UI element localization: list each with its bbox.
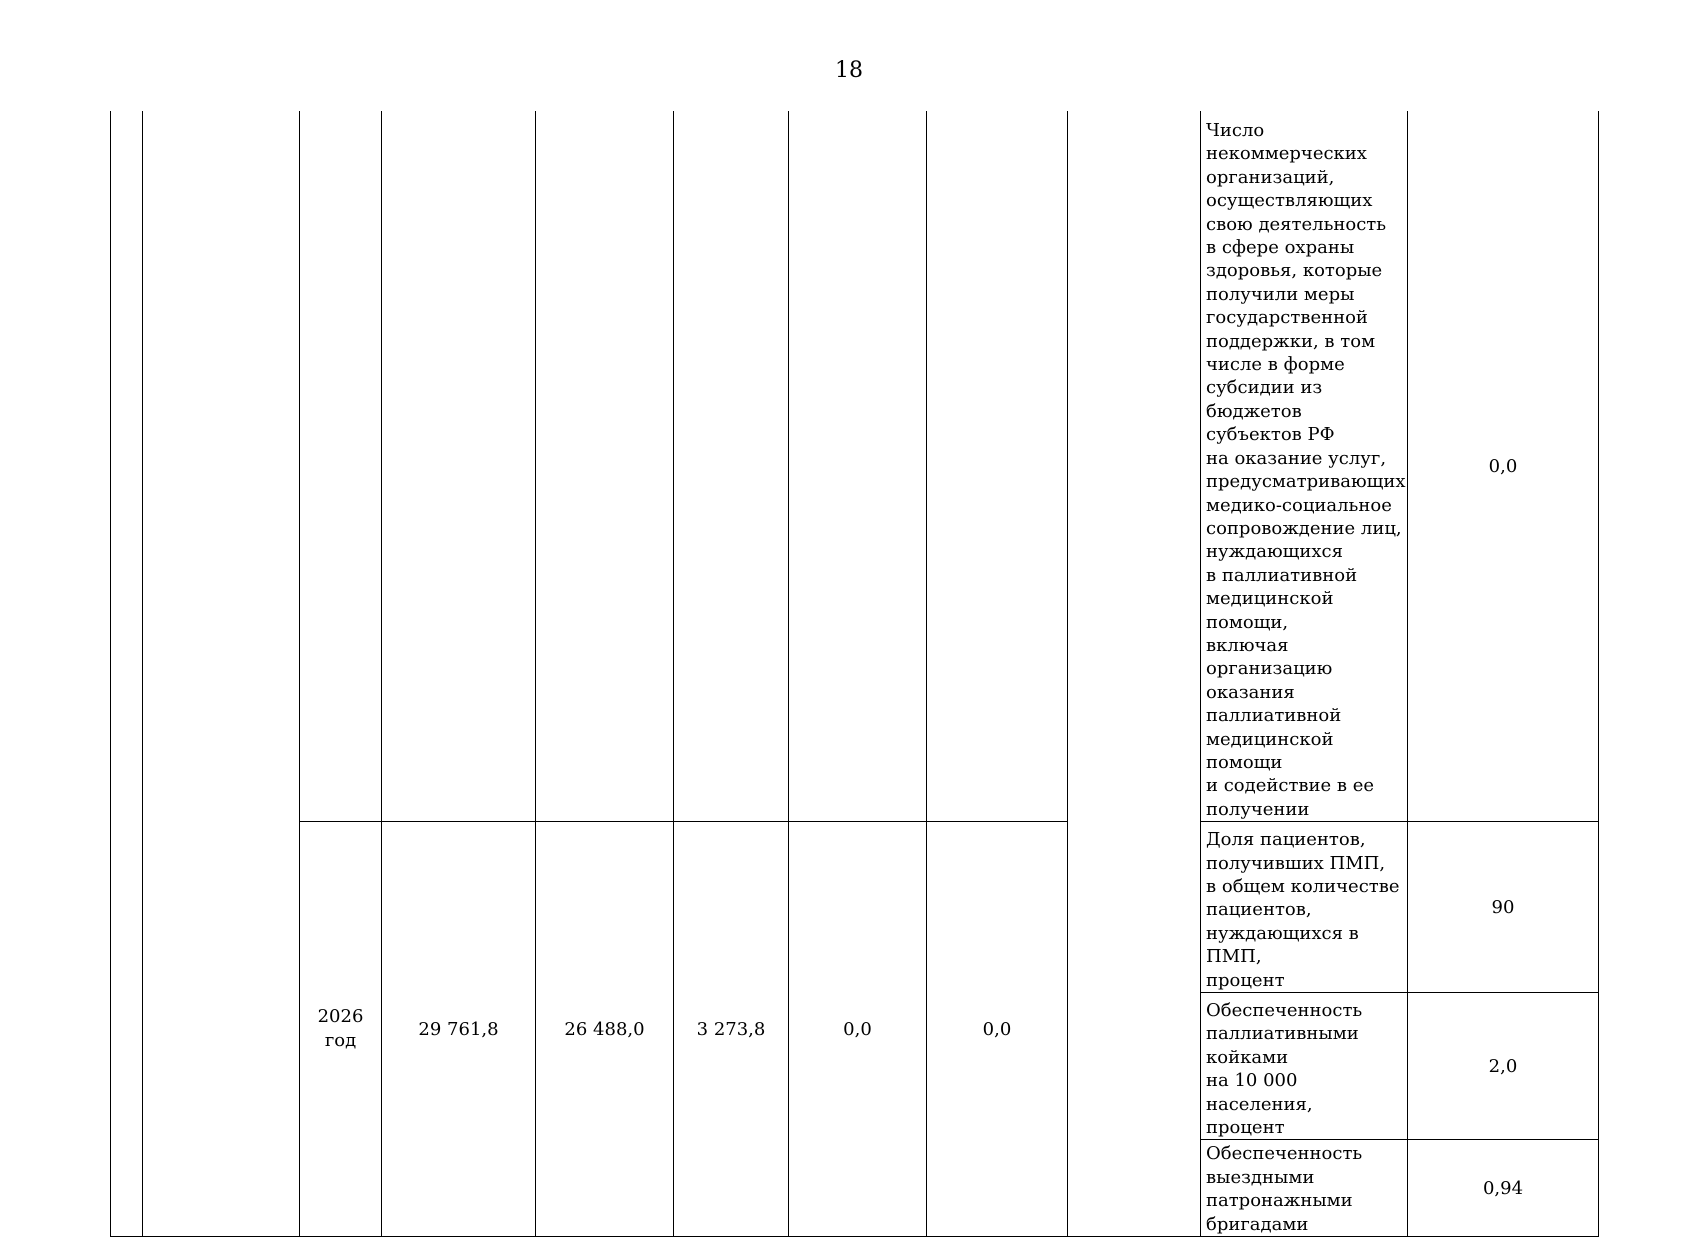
table-row: [111, 822, 1599, 993]
page-number: 18: [835, 58, 863, 83]
empty-cell: [536, 111, 674, 822]
program-table: [110, 111, 1599, 1237]
indicator-value: 90: [1408, 822, 1599, 993]
indicator-value: 0,94: [1408, 1140, 1599, 1237]
indicator-description: Обеспеченность выездными патронажными бригадами: [1201, 1140, 1408, 1237]
indicator-description: Доля пациентов, получивших ПМП, в общем количестве пациентов, нуждающихся в ПМП, процент: [1201, 822, 1408, 993]
federal-amount: 26 488,0: [536, 822, 674, 1237]
indicator-description: Обеспеченность паллиативными койками на 10 000 населения, процент: [1201, 993, 1408, 1140]
indicator-value: 2,0: [1408, 993, 1599, 1140]
empty-cell: [1068, 111, 1201, 1237]
local-amount: 0,0: [789, 822, 927, 1237]
year-cell: 2026 год: [300, 822, 382, 1237]
total-amount: 29 761,8: [382, 822, 536, 1237]
empty-cell: [674, 111, 789, 822]
indicator-description: Число некоммерческих организаций, осуществляющих свою деятельность в сфере охраны здоровья, которые получили меры государственной поддержки, в том числе в форме субсидии из бюджетов субъектов РФ на оказание услуг, предусматривающих медико-социальное сопровождение лиц, нуждающихся в паллиативной медицинской помощи, включая организацию оказания паллиативной медицинской помощи и содействие в ее получении: [1201, 111, 1408, 822]
empty-cell: [789, 111, 927, 822]
empty-cell: [143, 111, 300, 1237]
empty-cell: [382, 111, 536, 822]
regional-amount: 3 273,8: [674, 822, 789, 1237]
other-amount: 0,0: [927, 822, 1068, 1237]
empty-cell: [927, 111, 1068, 822]
indicator-value: 0,0: [1408, 111, 1599, 822]
table-row: [111, 111, 1599, 822]
empty-cell: [111, 111, 143, 1237]
empty-cell: [300, 111, 382, 822]
